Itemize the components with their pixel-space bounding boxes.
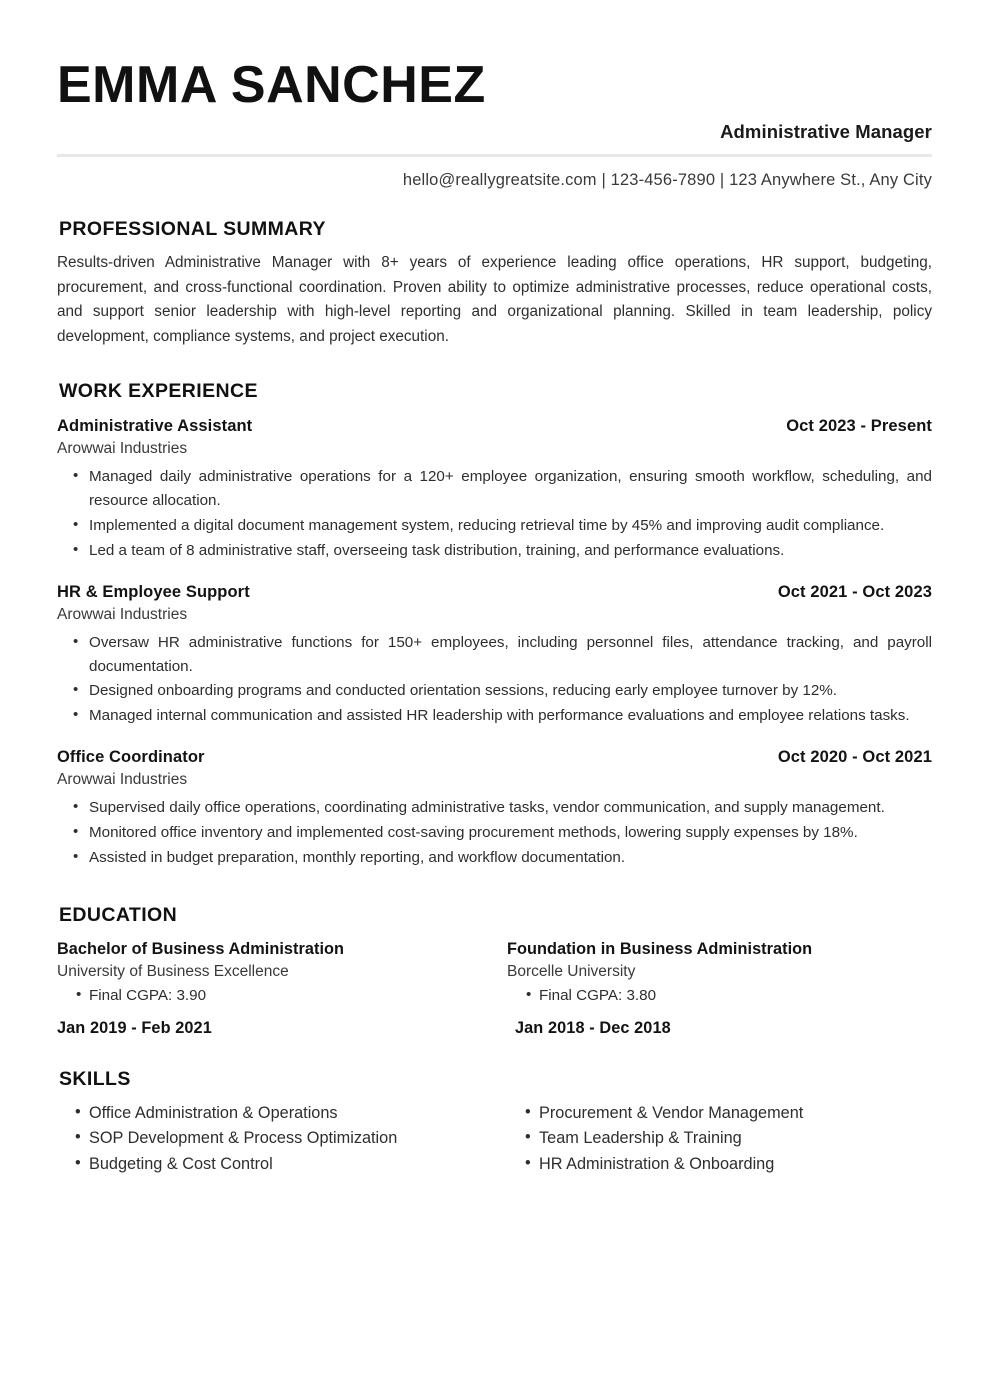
education-school: Borcelle University [507,962,636,980]
work-entry-role: Office Coordinator [57,748,205,767]
education-details [507,985,932,1008]
skills-column-right [497,1101,932,1178]
work-bullet: • Led a team of 8 administrative staff, overseeing task distribution, training, and performance evaluations. [87,539,932,563]
education-detail: • Final CGPA: 3.80 [539,985,932,1008]
skill-item: • Office Administration & Operations [89,1101,497,1127]
work-entry-dates: Oct 2023 - Present [786,417,932,436]
summary-text: Results-driven Administrative Manager with 8+ years of experience leading office operations, HR support, budgeting, procurement, and cross-functional coordination. Proven ability to optimize administrative processes, reduce operational costs, and support senior leadership with high-level reporting and organizational planning. Skilled in team leadership, policy development, compliance systems, and project execution. [57,253,932,346]
section-heading-skills: SKILLS [59,1067,131,1090]
work-entry-company: Arowwai Industries [57,440,188,458]
work-entry-role: Administrative Assistant [57,417,253,436]
resume-header [57,0,932,190]
work-entry-company: Arowwai Industries [57,605,188,623]
education-dates: Jan 2019 - Feb 2021 [57,1018,212,1037]
section-heading-education: EDUCATION [59,903,178,926]
education-degree: Bachelor of Business Administration [57,939,345,958]
skills-column-left [57,1101,497,1178]
work-bullet: • Monitored office inventory and implemented cost-saving procurement methods, lowering supply expenses by 18%. [87,821,932,845]
education-columns [57,940,932,1038]
work-entry-bullets [57,796,932,870]
work-bullet: • Managed internal communication and assisted HR leadership with performance evaluations and employee relations tasks. [87,704,932,728]
work-bullet: • Supervised daily office operations, coordinating administrative tasks, vendor communication, and supply management. [87,796,932,820]
education-details [57,985,497,1008]
section-heading-summary: PROFESSIONAL SUMMARY [59,217,326,240]
education-detail: • Final CGPA: 3.90 [89,985,497,1008]
education-entry [497,940,932,1038]
work-bullet: • Managed daily administrative operations for a 120+ employee organization, ensuring smooth workflow, scheduling, and resource allocation. [87,465,932,513]
contact-line: hello@reallygreatsite.com | 123-456-7890 | 123 Anywhere St., Any City [402,170,932,189]
work-entry-header [57,417,932,436]
skill-item: • HR Administration & Onboarding [539,1152,932,1178]
work-entry-company: Arowwai Industries [57,771,188,789]
work-bullet: • Implemented a digital document management system, reducing retrieval time by 45% and improving audit compliance. [87,514,932,538]
education-school: University of Business Excellence [57,962,289,980]
skill-item: • SOP Development & Process Optimization [89,1126,497,1152]
work-entry [57,583,932,728]
skills-list [57,1101,497,1178]
work-entry-header [57,748,932,767]
skills-list [507,1101,932,1178]
work-entry-dates: Oct 2021 - Oct 2023 [777,582,932,601]
work-entry-header [57,583,932,602]
candidate-name: EMMA SANCHEZ [57,56,486,114]
header-divider [57,154,932,157]
work-entry [57,748,932,870]
candidate-job-title: Administrative Manager [720,120,932,142]
work-entry [57,417,932,562]
job-title-row [57,121,932,143]
work-experience-section [57,380,932,869]
education-section [57,904,932,1038]
section-heading-work: WORK EXPERIENCE [59,380,258,403]
work-bullet: • Designed onboarding programs and conducted orientation sessions, reducing early employee turnover by 12%. [87,679,932,703]
education-entry [57,940,497,1038]
skill-item: • Procurement & Vendor Management [539,1101,932,1127]
work-entry-role: HR & Employee Support [57,582,250,601]
work-bullet: • Oversaw HR administrative functions for 150+ employees, including personnel files, attendance tracking, and payroll documentation. [87,631,932,679]
professional-summary-section [57,218,932,351]
work-entry-bullets [57,631,932,728]
work-entry-bullets [57,465,932,562]
work-entry-dates: Oct 2020 - Oct 2021 [777,748,932,767]
skill-item: • Team Leadership & Training [539,1126,932,1152]
skills-section [57,1068,932,1178]
skill-item: • Budgeting & Cost Control [89,1152,497,1178]
education-dates: Jan 2018 - Dec 2018 [515,1018,671,1037]
skills-columns [57,1101,932,1178]
work-bullet: • Assisted in budget preparation, monthly reporting, and workflow documentation. [87,846,932,870]
education-degree: Foundation in Business Administration [507,939,813,958]
